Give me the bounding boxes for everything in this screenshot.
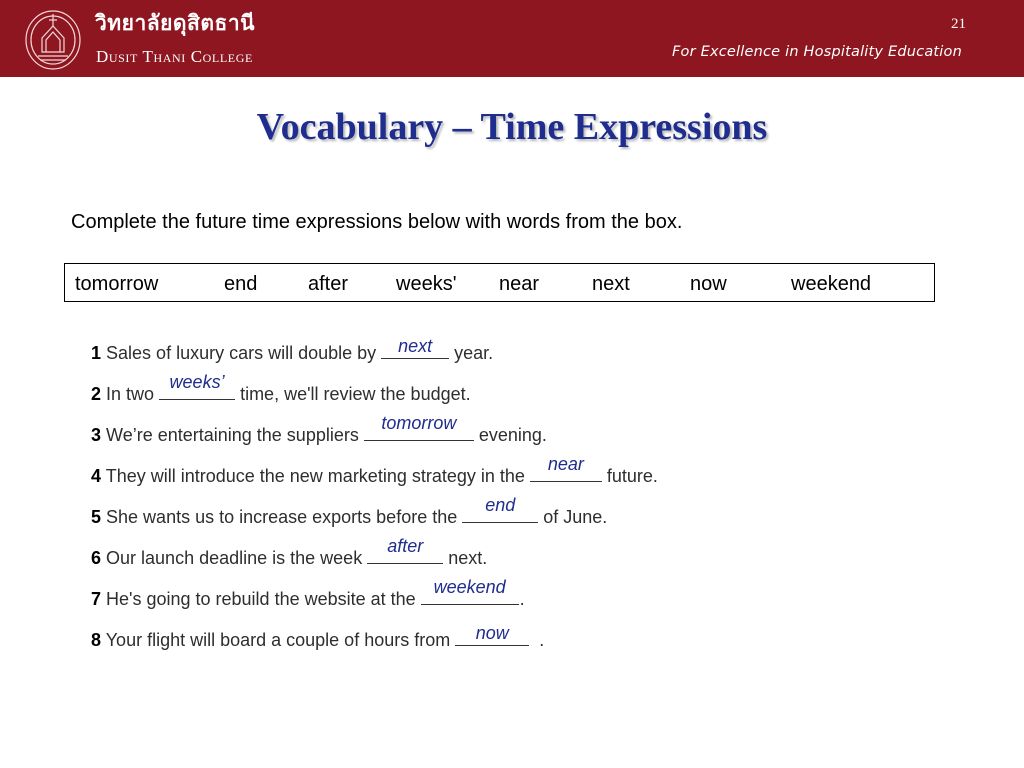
sentence-text-before: Sales of luxury cars will double by: [106, 343, 377, 363]
sentence-text-before: We’re entertaining the suppliers: [106, 425, 359, 445]
exercise-sentence: [91, 577, 525, 611]
word-box-item: weeks': [396, 273, 457, 295]
filled-answer: after: [387, 536, 424, 556]
word-box-item: next: [592, 273, 630, 295]
filled-answer: weekend: [433, 577, 506, 597]
sentence-text-after: .: [539, 630, 545, 650]
sentence-text-after: next.: [448, 548, 488, 568]
sentence-text-before: Your flight will board a couple of hours from: [105, 630, 451, 650]
answer-blank: [364, 413, 474, 441]
exercise-sentence: [91, 623, 545, 652]
word-box-item: end: [224, 273, 258, 295]
sentence-text-before: She wants us to increase exports before the: [106, 507, 458, 527]
sentence-number: 5: [91, 507, 102, 527]
college-tagline: For Excellence in Hospitality Education: [672, 44, 962, 60]
word-box-item: weekend: [791, 273, 872, 295]
sentence-text-before: Our launch deadline is the week: [106, 548, 363, 568]
filled-answer: near: [547, 454, 584, 474]
word-box-item: after: [308, 273, 349, 295]
sentence-text-before: In two: [106, 384, 155, 404]
exercise-sentence: [91, 495, 608, 529]
word-box-item: tomorrow: [75, 273, 159, 295]
slide-title: Vocabulary – Time Expressions: [256, 106, 768, 148]
answer-blank: [159, 372, 235, 400]
filled-answer: now: [475, 623, 509, 643]
exercise-instruction: Complete the future time expressions below with words from the box.: [71, 211, 683, 233]
exercise-sentence: [91, 372, 471, 406]
sentence-number: 4: [91, 466, 102, 486]
sentence-text-before: They will introduce the new marketing strategy in the: [105, 466, 525, 486]
college-seal-icon: [22, 4, 84, 72]
word-box: [64, 263, 935, 302]
filled-answer: tomorrow: [381, 413, 457, 433]
page-number: 21: [951, 16, 966, 32]
word-box-item: near: [499, 273, 540, 295]
answer-blank: [367, 536, 443, 564]
sentence-text-after: future.: [606, 466, 658, 486]
word-box-item: now: [690, 273, 727, 295]
exercise-sentence: [91, 336, 494, 365]
sentence-number: 1: [91, 343, 102, 363]
sentence-text-after: evening.: [478, 425, 547, 445]
exercise-sentence: [91, 454, 658, 488]
exercise-sentence: [91, 536, 488, 570]
answer-blank: [462, 495, 538, 523]
exercise-sentence: [91, 413, 547, 447]
filled-answer: next: [398, 336, 433, 356]
sentence-number: 6: [91, 548, 102, 568]
header-band: [0, 0, 1024, 77]
sentence-text-after: year.: [454, 343, 494, 363]
sentence-number: 7: [91, 589, 102, 609]
sentence-text-after: of June.: [543, 507, 608, 527]
sentence-text-after: time, we'll review the budget.: [240, 384, 471, 404]
answer-blank: [530, 454, 602, 482]
sentence-text-before: He's going to rebuild the website at the: [106, 589, 416, 609]
sentence-number: 8: [91, 630, 102, 650]
sentence-number: 3: [91, 425, 102, 445]
sentence-text-after: .: [519, 589, 525, 609]
filled-answer: end: [485, 495, 516, 515]
answer-blank: [455, 623, 529, 646]
answer-blank: [381, 336, 449, 359]
sentence-number: 2: [91, 384, 102, 404]
filled-answer: weeks’: [169, 372, 225, 392]
answer-blank: [421, 577, 519, 605]
college-thai-name: วิทยาลัยดุสิตธานี: [95, 11, 255, 35]
college-english-name: Dusit Thani College: [96, 47, 253, 66]
